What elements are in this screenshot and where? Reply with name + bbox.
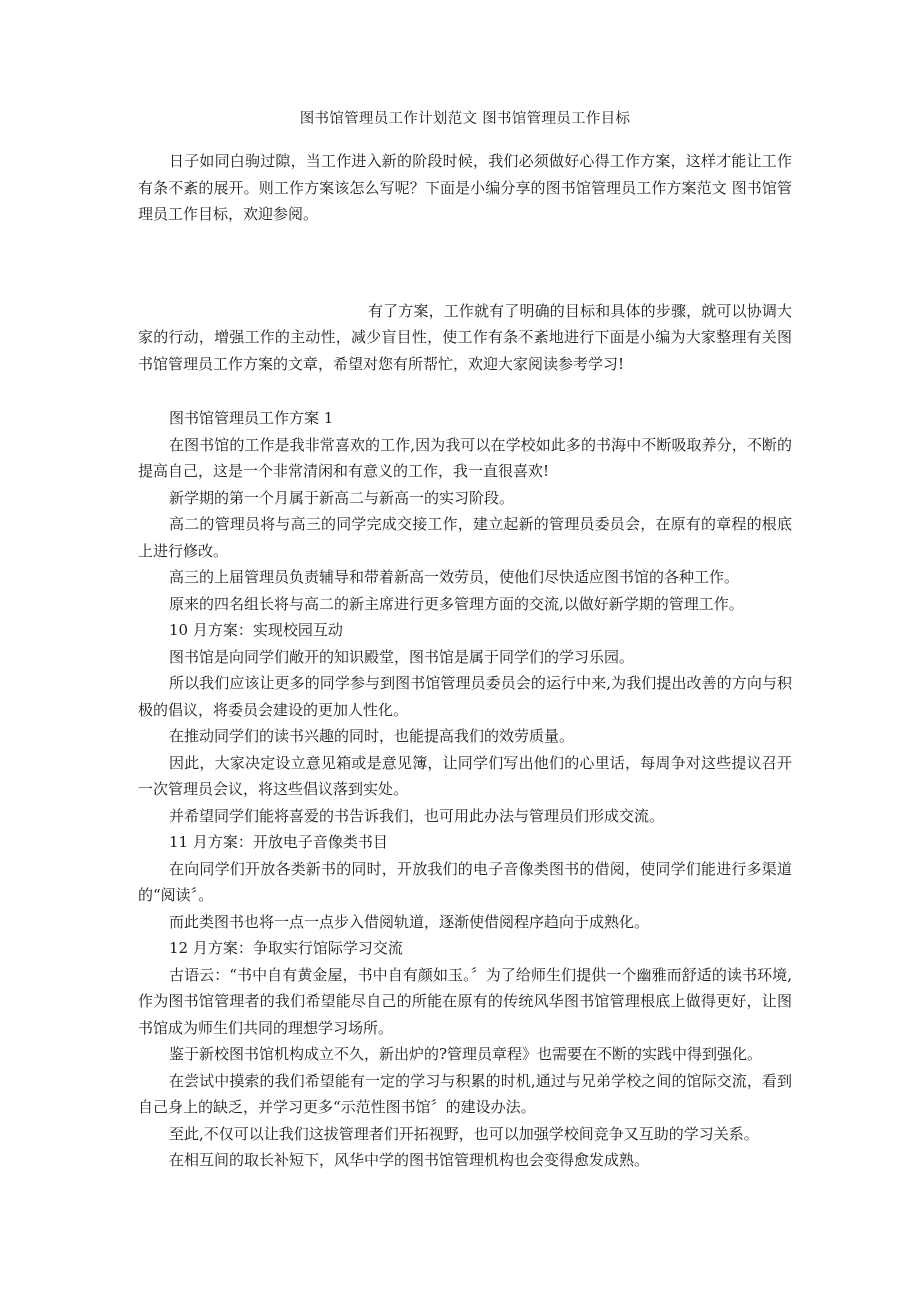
subsection-heading-october: 10 月方案：实现校园互动 <box>169 621 343 639</box>
body-paragraph: 在尝试中摸索的我们希望能有一定的学习与积累的时机,通过与兄弟学校之间的馆际交流，看到自己身上的缺乏，并学习更多“示范性图书馆〞的建设办法。 <box>138 1071 792 1116</box>
body-paragraph: 高二的管理员将与高三的同学完成交接工作，建立起新的管理员委员会，在原有的章程的根底上进行修改。 <box>138 515 792 560</box>
section-title: 图书馆管理员工作方案 1 <box>169 409 334 427</box>
body-paragraph: 因此，大家决定设立意见箱或是意见簿，让同学们写出他们的心里话，每周争对这些提议召开一次管理员会议，将这些倡议落到实处。 <box>138 753 792 798</box>
subsection-heading-december: 12 月方案：争取实行馆际学习交流 <box>169 939 403 957</box>
document-title: 图书馆管理员工作计划范文 图书馆管理员工作目标 <box>299 111 631 127</box>
spacer <box>138 228 792 298</box>
body-paragraph: 至此,不仅可以让我们这拔管理者们开拓视野，也可以加强学校间竞争又互助的学习关系。 <box>169 1124 759 1143</box>
body-paragraph: 而此类图书也将一点一点步入借阅轨道，逐渐使借阅程序趋向于成熟化。 <box>169 912 650 931</box>
body-paragraph: 古语云：“书中自有黄金屋，书中自有颜如玉。〞为了给师生们提供一个幽雅而舒适的读书环境,作为图书馆管理者的我们希望能尽自己的所能在原有的传统风华图书馆管理根底上做得更好，让图书馆成为师生们共同的理想学习场所。 <box>138 965 792 1037</box>
body-paragraph: 并希望同学们能将喜爱的书告诉我们，也可用此办法与管理员们形成交流。 <box>169 806 665 825</box>
body-paragraph: 图书馆是向同学们敞开的知识殿堂，图书馆是属于同学们的学习乐园。 <box>169 647 635 666</box>
subsection-heading-november: 11 月方案：开放电子音像类书目 <box>169 833 388 851</box>
body-paragraph: 高三的上届管理员负责辅导和带着新高一效劳员，使他们尽快适应图书馆的各种工作。 <box>169 568 740 586</box>
body-paragraph: 所以我们应该让更多的同学参与到图书馆管理员委员会的运行中来,为我们提出改善的方向与积极的倡议，将委员会建设的更加人性化。 <box>138 674 792 719</box>
body-paragraph: 在图书馆的工作是我非常喜欢的工作,因为我可以在学校如此多的书海中不断吸取养分，不断的提高自己，这是一个非常清闲和有意义的工作，我一直很喜欢! <box>138 435 792 480</box>
document-page <box>138 108 792 1174</box>
body-paragraph: 原来的四名组长将与高二的新主席进行更多管理方面的交流,以做好新学期的管理工作。 <box>169 594 744 613</box>
body-paragraph: 在向同学们开放各类新书的同时，开放我们的电子音像类图书的借阅，使同学们能进行多渠道的“阅读〞。 <box>138 859 792 904</box>
body-paragraph: 新学期的第一个月属于新高二与新高一的实习阶段。 <box>169 488 515 507</box>
spacer <box>138 377 792 403</box>
body-paragraph: 在相互间的取长补短下，风华中学的图书馆管理机构也会变得愈发成熟。 <box>169 1151 650 1169</box>
second-intro-paragraph: 有了方案，工作就有了明确的目标和具体的步骤，就可以协调大家的行动，增强工作的主动性，减少盲目性，使工作有条不紊地进行下面是小编为大家整理有关图书馆管理员工作方案的文章，希望对您有所帮忙，欢迎大家阅读参考学习! <box>138 301 792 373</box>
intro-paragraph: 日子如同白驹过隙，当工作进入新的阶段时候，我们必须做好心得工作方案，这样才能让工作有条不紊的展开。则工作方案该怎么写呢？下面是小编分享的图书馆管理员工作方案范文 图书馆管理员工作目标，欢迎参阅。 <box>138 152 792 223</box>
body-paragraph: 鉴于新校图书馆机构成立不久，新出炉的?管理员章程》也需要在不断的实践中得到强化。 <box>169 1045 763 1063</box>
body-paragraph: 在推动同学们的读书兴趣的同时，也能提高我们的效劳质量。 <box>169 727 575 745</box>
